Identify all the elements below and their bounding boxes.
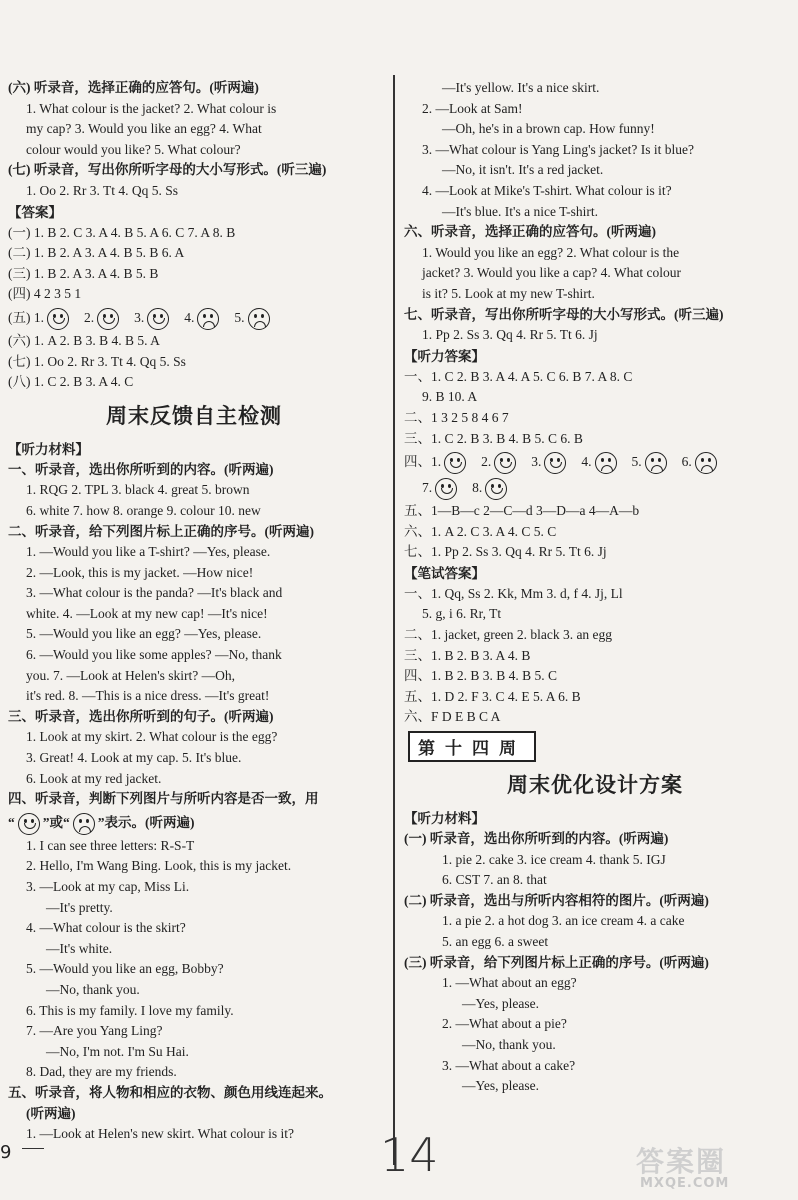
text-line: 二、1 3 2 5 8 4 6 7 — [404, 409, 509, 425]
text-line: 5. —Would you like an egg? —Yes, please. — [26, 626, 262, 642]
text-line: 1. I can see three letters: R-S-T — [26, 837, 195, 853]
item-number: 4. — [184, 309, 195, 325]
sad-face-icon — [73, 813, 95, 835]
answer-faces-row — [8, 305, 380, 331]
section-heading: 五、听录音，将人物和相应的衣物、颜色用线连起来。 — [8, 1084, 332, 1100]
text-line: 3. —Look at my cap, Miss Li. — [26, 879, 190, 894]
text-line: 五、1. D 2. F 3. C 4. E 5. A 6. B — [404, 688, 581, 704]
answer-tag: 【笔试答案】 — [404, 565, 485, 581]
answer-tag: 【听力答案】 — [404, 348, 485, 364]
text-line: (三) 1. B 2. A 3. A 4. B 5. B — [8, 265, 159, 281]
section-heading: 二、听录音，给下列图片标上正确的序号。(听两遍) — [8, 523, 314, 539]
text-line: 6. CST 7. an 8. that — [442, 872, 547, 888]
answer-tag: 【答案】 — [8, 204, 62, 220]
text-line: 1. Would you like an egg? 2. What colour is the — [422, 244, 680, 260]
text-line: (六) 1. A 2. B 3. B 4. B 5. A — [8, 332, 160, 348]
section-heading: (二) 听录音，选出与所听内容相符的图片。(听两遍) — [404, 892, 709, 908]
section-heading: 四、听录音，判断下列图片与所听内容是否一致，用 — [8, 791, 319, 807]
page-number-rule — [22, 1148, 44, 1149]
section-heading: (一) 听录音，选出你所听到的内容。(听两遍) — [404, 831, 669, 847]
text-line: 9. B 10. A — [422, 389, 478, 405]
text-line: 六、1. A 2. C 3. A 4. C 5. C — [404, 523, 557, 539]
text-line: 7. —Are you Yang Ling? — [26, 1023, 163, 1039]
text-line: it's red. 8. —This is a nice dress. —It's great! — [26, 688, 270, 704]
section-heading: (听两遍) — [26, 1105, 76, 1121]
text-line: my cap? 3. Would you like an egg? 4. What — [26, 121, 262, 137]
text-line: 6. —Would you like some apples? —No, thank — [26, 647, 282, 663]
page-section-title: 周末优化设计方案 — [507, 773, 683, 798]
item-number: 3. — [531, 454, 542, 470]
smiley-face-icon — [544, 452, 566, 474]
text-line: white. 4. —Look at my new cap! —It's nice! — [26, 605, 268, 621]
item-number: 4. — [581, 454, 592, 470]
section-heading: (七) 听录音，写出你所听字母的大小写形式。(听三遍) — [8, 162, 327, 178]
page-section-title: 周末反馈自主检测 — [106, 403, 282, 428]
text-line: 1. Look at my skirt. 2. What colour is the egg? — [26, 729, 278, 745]
section-heading: 七、听录音，写出你所听字母的大小写形式。(听三遍) — [404, 306, 724, 322]
text-line: 六、F D E B C A — [404, 709, 501, 725]
smiley-face-icon — [97, 308, 119, 330]
watermark-logo: 答案圈 — [636, 1145, 727, 1178]
page-number: 9 — [0, 1142, 12, 1163]
text-line: 3. Great! 4. Look at my cap. 5. It's blue. — [26, 750, 242, 766]
text-line: (四) 4 2 3 5 1 — [8, 286, 82, 302]
text-line: 1. a pie 2. a hot dog 3. an ice cream 4. a cake — [442, 913, 685, 929]
text-line: 3. —What colour is the panda? —It's black and — [26, 585, 283, 601]
item-number: 2. — [84, 309, 95, 325]
text-line: 三、1. B 2. B 3. A 4. B — [404, 647, 531, 663]
text-line: jacket? 3. Would you like a cap? 4. What colour — [422, 265, 681, 281]
item-number: 6. — [681, 454, 692, 470]
column-divider — [393, 75, 395, 1165]
text-line: 3. —What colour is Yang Ling's jacket? Is it blue? — [422, 141, 695, 157]
text-line: 五、1—B—c 2—C—d 3—D—a 4—A—b — [404, 503, 640, 519]
text-line: —No, it isn't. It's a red jacket. — [442, 162, 604, 178]
text-line: 1. —Would you like a T-shirt? —Yes, please. — [26, 544, 271, 560]
text-line: 三、1. C 2. B 3. B 4. B 5. C 6. B — [404, 430, 583, 446]
answer-faces-row — [404, 449, 786, 475]
sad-face-icon — [197, 308, 219, 330]
smiley-face-icon — [147, 308, 169, 330]
section-heading: 三、听录音，选出你所听到的句子。(听两遍) — [8, 708, 274, 724]
right-column — [404, 78, 786, 1097]
left-column — [8, 78, 380, 1145]
text-line: 8. Dad, they are my friends. — [26, 1064, 177, 1080]
item-number: 8. — [472, 480, 483, 496]
sad-face-icon — [695, 452, 717, 474]
sad-face-icon — [645, 452, 667, 474]
text-line: 6. This is my family. I love my family. — [26, 1002, 234, 1018]
text-line: 5. g, i 6. Rr, Tt — [422, 606, 502, 622]
answer-tag: 【听力材料】 — [404, 811, 485, 827]
text-line: —It's white. — [46, 940, 113, 956]
text-line: 4. —Look at Mike's T-shirt. What colour is it? — [422, 182, 672, 198]
text-line: 2. —Look at Sam! — [422, 100, 523, 116]
heading-text: 或 — [49, 814, 63, 830]
text-line: 1. Oo 2. Rr 3. Tt 4. Qq 5. Ss — [26, 182, 179, 198]
heading-text: 表示。(听两遍) — [104, 814, 195, 830]
text-line: 1. —Look at Helen's new skirt. What colour is it? — [26, 1126, 295, 1142]
text-line: 6. Look at my red jacket. — [26, 770, 162, 786]
sad-face-icon — [595, 452, 617, 474]
answer-tag: 【听力材料】 — [8, 441, 89, 457]
smiley-face-icon — [47, 308, 69, 330]
text-line: —No, thank you. — [462, 1036, 556, 1052]
text-line: 2. Hello, I'm Wang Bing. Look, this is my jacket. — [26, 858, 292, 874]
text-line: you. 7. —Look at Helen's skirt? —Oh, — [26, 667, 236, 683]
item-number: 1. — [431, 454, 442, 470]
text-line: 1. What colour is the jacket? 2. What colour is — [26, 100, 277, 116]
text-line: 6. white 7. how 8. orange 9. colour 10. new — [26, 502, 261, 518]
text-line: —No, I'm not. I'm Su Hai. — [46, 1043, 189, 1059]
text-line: 1. Pp 2. Ss 3. Qq 4. Rr 5. Tt 6. Jj — [422, 327, 598, 343]
item-number: 2. — [481, 454, 492, 470]
section-heading: (三) 听录音，给下列图片标上正确的序号。(听两遍) — [404, 954, 709, 970]
text-line: 3. —What about a cake? — [442, 1057, 576, 1073]
text-line: (八) 1. C 2. B 3. A 4. C — [8, 374, 134, 390]
text-line: —It's yellow. It's a nice skirt. — [442, 80, 600, 95]
text-line: is it? 5. Look at my new T-shirt. — [422, 285, 595, 301]
item-number: 3. — [134, 309, 145, 325]
row-prefix: 四、 — [404, 454, 431, 470]
text-line: (一) 1. B 2. C 3. A 4. B 5. A 6. C 7. A 8. B — [8, 224, 236, 240]
text-line: colour would you like? 5. What colour? — [26, 141, 241, 157]
section-heading: 一、听录音，选出你所听到的内容。(听两遍) — [8, 461, 274, 477]
week-label: 第十四周 — [408, 731, 536, 762]
smiley-face-icon — [485, 478, 507, 500]
text-line: —No, thank you. — [46, 981, 140, 997]
text-line: 2. —What about a pie? — [442, 1016, 567, 1032]
text-line: 1. pie 2. cake 3. ice cream 4. thank 5. IGJ — [442, 851, 666, 867]
text-line: 5. an egg 6. a sweet — [442, 934, 549, 949]
text-line: —It's pretty. — [46, 899, 113, 915]
item-number: 7. — [422, 480, 433, 496]
item-number: 1. — [33, 309, 44, 325]
smiley-face-icon — [494, 452, 516, 474]
row-prefix: (五) — [8, 309, 34, 325]
text-line: 一、1. Qq, Ss 2. Kk, Mm 3. d, f 4. Jj, Ll — [404, 585, 623, 601]
week-banner — [404, 728, 786, 762]
item-number: 5. — [631, 454, 642, 470]
text-line: 5. —Would you like an egg, Bobby? — [26, 961, 224, 977]
text-line: 四、1. B 2. B 3. B 4. B 5. C — [404, 668, 558, 684]
handwritten-number: 14 — [380, 1128, 439, 1182]
text-line: 4. —What colour is the skirt? — [26, 920, 186, 936]
item-number: 5. — [234, 309, 245, 325]
smiley-face-icon — [444, 452, 466, 474]
answer-faces-row — [404, 475, 786, 501]
sad-face-icon — [248, 308, 270, 330]
text-line: 一、1. C 2. B 3. A 4. A 5. C 6. B 7. A 8. C — [404, 368, 633, 384]
text-line: 1. RQG 2. TPL 3. black 4. great 5. brown — [26, 482, 250, 498]
text-line: (二) 1. B 2. A 3. A 4. B 5. B 6. A — [8, 245, 185, 261]
text-line: —Yes, please. — [462, 995, 539, 1011]
text-line: 二、1. jacket, green 2. black 3. an egg — [404, 627, 613, 643]
text-line: 七、1. Pp 2. Ss 3. Qq 4. Rr 5. Tt 6. Jj — [404, 544, 607, 560]
section-heading: “ ”或“ ”表示。(听两遍) — [8, 810, 380, 836]
smiley-face-icon — [435, 478, 457, 500]
text-line: —It's blue. It's a nice T-shirt. — [442, 203, 598, 219]
watermark-url: MXQE.COM — [640, 1176, 730, 1191]
text-line: (七) 1. Oo 2. Rr 3. Tt 4. Qq 5. Ss — [8, 353, 186, 369]
smiley-face-icon — [18, 813, 40, 835]
text-line: 1. —What about an egg? — [442, 975, 577, 991]
text-line: —Oh, he's in a brown cap. How funny! — [442, 121, 655, 137]
text-line: 2. —Look, this is my jacket. —How nice! — [26, 564, 254, 580]
section-heading: 六、听录音，选择正确的应答句。(听两遍) — [404, 224, 656, 240]
text-line: —Yes, please. — [462, 1078, 539, 1094]
section-heading: (六) 听录音，选择正确的应答句。(听两遍) — [8, 80, 259, 95]
